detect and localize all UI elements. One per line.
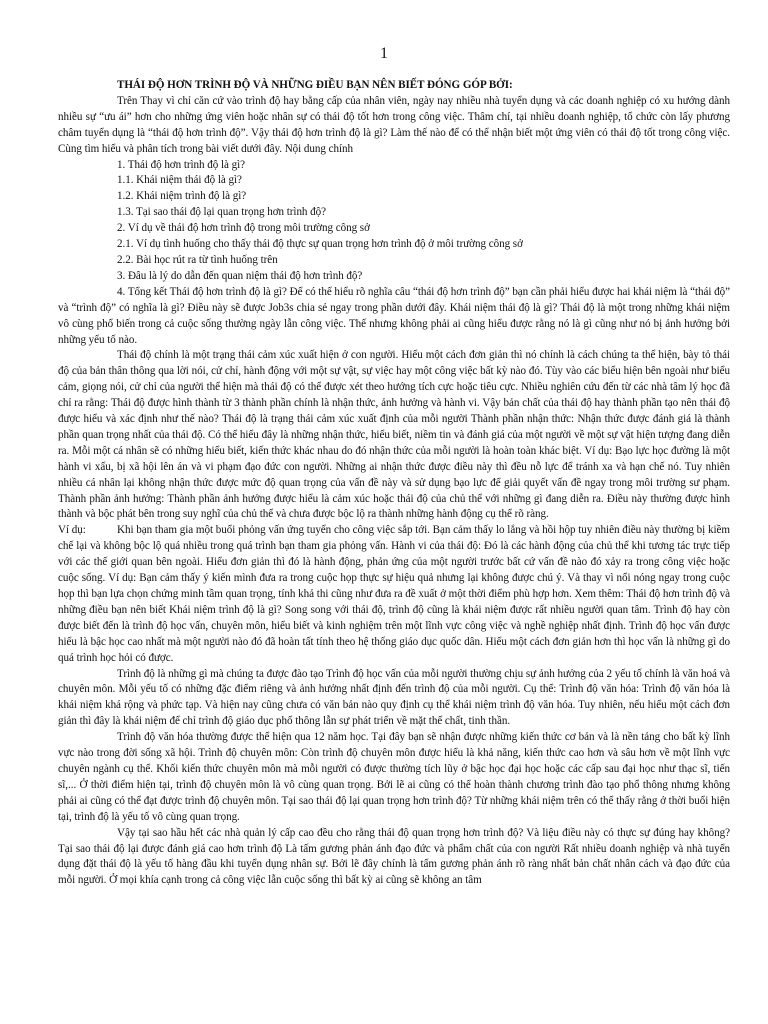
document-title: THÁI ĐỘ HƠN TRÌNH ĐỘ VÀ NHỮNG ĐIỀU BẠN NÊN BIẾT ĐÓNG GÓP BỞI:: [117, 79, 513, 91]
summary-paragraph: 4. Tổng kết Thái độ hơn trình độ là gì? Để có thể hiểu rõ nghĩa câu “thái độ hơn trình độ” bạn cần phải hiểu được hai khái niệm là “thái độ” và “trình độ” có nghĩa là gì? Điều này sẽ được Job3s chia sẻ ngay trong phần dưới đây. Khái niệm thái độ là gì? Thái độ là một trong những khái niệm vô cùng phổ biến trong cả cuộc sống thường ngày lẫn công việc. Thế nhưng không phải ai cũng hiểu được rằng nó là gì cũng như nó bị ảnh hưởng bởi những yếu tố nào.: [58, 285, 730, 346]
toc-item: 3. Đâu là lý do dẫn đến quan niệm thái độ hơn trình độ?: [117, 269, 363, 282]
toc-item: 2.2. Bài học rút ra từ tình huống trên: [117, 253, 278, 266]
attitude-paragraph: Thái độ chính là một trạng thái cảm xúc xuất hiện ở con người. Hiểu một cách đơn giản thì nó chính là cách chúng ta thể hiện, bày tỏ thái độ của bản thân thông qua lời nói, cử chỉ, hành động với một sự vật, sự việc hay một công việc bất kỳ nào đó. Tùy vào các biểu hiện bên ngoài như biểu cảm, giọng nói, cử chỉ của người thể hiện mà thái độ có thể được xét theo hướng tích cực hoặc tiêu cực. Nhiều nghiên cứu đến từ các nhà tâm lý học đã chỉ ra rằng: Thái độ được hình thành từ 3 thành phần chính là nhận thức, ảnh hưởng và hành vi. Vậy bản chất của thái độ hay thành phần tạo nên thái độ được hiểu và xác định như thế nào? Thái độ là trạng thái cảm xúc xuất định của mỗi người Thành phần nhận thức: Nhận thức được đánh giá là thành phần quan trọng nhất của thái độ. Có thể hiểu đây là những nhận thức, hiểu biết, niềm tin và đánh giá của một người về một sự vật hiện tượng đang diễn ra. Mỗi một cá nhân sẽ có những hiểu biết, kiến thức khác nhau do đó nhận thức của mỗi người là hoàn toàn khác biệt. Ví dụ: Bạo lực học đường là một hành vi xấu, bị xã hội lên án và vi phạm đạo đức con người. Những ai nhận thức được điều này thì đều nỗ lực để tránh xa và hạn chế nó. Tuy nhiên nhiều cá nhân lại không nhận thức được mức độ quan trọng của vấn đề này và sử dụng bạo lực để giải quyết vấn đề ngay trong môi trường sư phạm. Thành phần ảnh hưởng: Thành phần ảnh hưởng được hiểu là cảm xúc hoặc thái độ của chủ thể với những gì đang diễn ra. Điều này thường được hình thành và bộc phát bên trong suy nghĩ của chủ thể và chưa được bộc lộ ra thành những hành động cụ thể rõ ràng.: [58, 349, 730, 521]
example-label: Ví dụ:: [58, 524, 86, 537]
table-of-contents: [58, 158, 730, 285]
example-paragraph: [58, 523, 730, 666]
why-paragraph: Vậy tại sao hầu hết các nhà quản lý cấp cao đều cho rằng thái độ quan trọng hơn trình độ? Và liệu điều này có thực sự đúng hay không? Tại sao thái độ lại được đánh giá cao hơn trình độ Là tấm gương phản ánh đạo đức và phẩm chất của con người Rất nhiều doanh nghiệp và nhà tuyển dụng đặt thái độ là yếu tố hàng đầu khi tuyển dụng nhân sự. Bởi lẽ đây chính là tấm gương phản ánh rõ ràng nhất bản chất nhân cách và đạo đức của mỗi người. Ở mọi khía cạnh trong cả công việc lẫn cuộc sống thì bất kỳ ai cũng sẽ không an tâm: [58, 826, 730, 887]
toc-item: 1.3. Tại sao thái độ lại quan trọng hơn trình độ?: [117, 206, 327, 219]
toc-item: 2. Ví dụ về thái độ hơn trình độ trong môi trường công sở: [117, 222, 370, 235]
document-body: [58, 78, 730, 889]
toc-item: 1. Thái độ hơn trình độ là gì?: [117, 158, 246, 171]
toc-item: 1.2. Khái niệm trình độ là gì?: [117, 190, 247, 203]
example-text: Khi bạn tham gia một buổi phỏng vấn ứng tuyển cho công việc sắp tới. Bạn cảm thấy lo lắng và hồi hộp tuy nhiên điều này thường bị kiềm chế lại và không bộc lộ quá nhiều trong quá trình bạn tham gia phỏng vấn. Hành vi của thái độ: Đó là các hành động của chủ thể khi tương tác trực tiếp với các thế giới quan bên ngoài. Hiểu đơn giản thì đó là hành động, phản ứng của một người trước bất cứ vấn đề nào đó xảy ra trong công việc hoặc cuộc sống. Ví dụ: Bạn cảm thấy ý kiến mình đưa ra trong cuộc họp thực sự hiệu quả nhưng lại không được chú ý. Và thay vì nổi nóng ngay trong cuộc họp thì bạn lựa chọn chứng minh tầm quan trọng, tính khả thi cũng như đưa ra đề xuất ở một thời điểm phù hợp hơn. Xem thêm: Thái độ hơn trình độ và những điều bạn nên biết Khái niệm trình độ là gì? Song song với thái độ, trình độ cũng là khái niệm được rất nhiều người quan tâm. Trình độ hay còn được biết đến là trình độ học vấn, chuyên môn, hiểu biết và kinh nghiệm trên một lĩnh vực công việc và nghề nghiệp nhất định. Trình độ học vấn được hiểu là bậc học cao nhất mà một người nào đó đã hoàn tất tính theo hệ thống giáo dục quốc dân. Hiểu một cách đơn giản hơn thì học vấn là những gì do quá trình học hỏi có được.: [58, 524, 730, 664]
toc-item: 1.1. Khái niệm thái độ là gì?: [117, 174, 242, 187]
intro-paragraph: Trên Thay vì chỉ căn cứ vào trình độ hay bằng cấp của nhân viên, ngày nay nhiều nhà tuyển dụng và các doanh nghiệp có xu hướng dành nhiều sự “ưu ái” hơn cho những ứng viên hoặc nhân sự có thái độ tốt hơn trong công việc. Thâm chí, tại nhiều doanh nghiệp, tổ chức còn lấy phương châm tuyển dụng là “thái độ hơn trình độ”. Vậy thái độ hơn trình độ là gì? Làm thế nào để có thể nhận biết một ứng viên có thái độ tốt trong công việc. Cùng tìm hiểu và phân tích trong bài viết dưới đây. Nội dung chính: [58, 94, 730, 155]
qualification-paragraph: Trình độ là những gì mà chúng ta được đào tạo Trình độ học vấn của mỗi người thường chịu sự ảnh hưởng của 2 yếu tố chính là văn hoá và chuyên môn. Mỗi yếu tố có những đặc điểm riêng và ảnh hưởng nhất định đến trình độ của mỗi người. Cụ thể: Trình độ văn hóa: Trình độ văn hóa là khái niệm khá rộng và phức tạp. Và hiện nay cũng chưa có văn bản nào quy định cụ thể khái niệm trình độ văn hóa. Tuy nhiên, nếu hiểu một cách đơn giản thì đây là khái niệm để chỉ trình độ giáo dục phổ thông lẫn sự phát triển về mặt thể chất, tinh thần.: [58, 667, 730, 728]
page-number: 1: [380, 45, 388, 62]
toc-item: 2.1. Ví dụ tình huống cho thấy thái độ thực sự quan trọng hơn trình độ ở môi trường công sở: [117, 238, 523, 251]
culture-paragraph: Trình độ văn hóa thường được thể hiện qua 12 năm học. Tại đây bạn sẽ nhận được những kiến thức cơ bản và là nền tảng cho bất kỳ lĩnh vực nào trong đời sống xã hội. Trình độ chuyên môn: Còn trình độ chuyên môn được hiểu là khả năng, kiến thức cao hơn và sâu hơn về một lĩnh vực chuyên ngành cụ thể. Khối kiến thức chuyên môn mà mỗi người có được thường tích lũy ở bậc học đại học hoặc các cấp sau đại học như thạc sĩ, tiến sĩ,... Ở thời điểm hiện tại, trình độ chuyên môn là vô cùng quan trọng. Bởi lẽ ai cũng có thể hoàn thành chương trình đào tạo phổ thông nhưng không phải ai cũng có thể đạt được trình độ chuyên môn. Tại sao thái độ lại quan trọng hơn trình độ? Từ những khái niệm trên có thể thấy rằng ở thời buổi hiện tại, trình độ là yếu tố vô cùng quan trọng.: [58, 731, 730, 823]
